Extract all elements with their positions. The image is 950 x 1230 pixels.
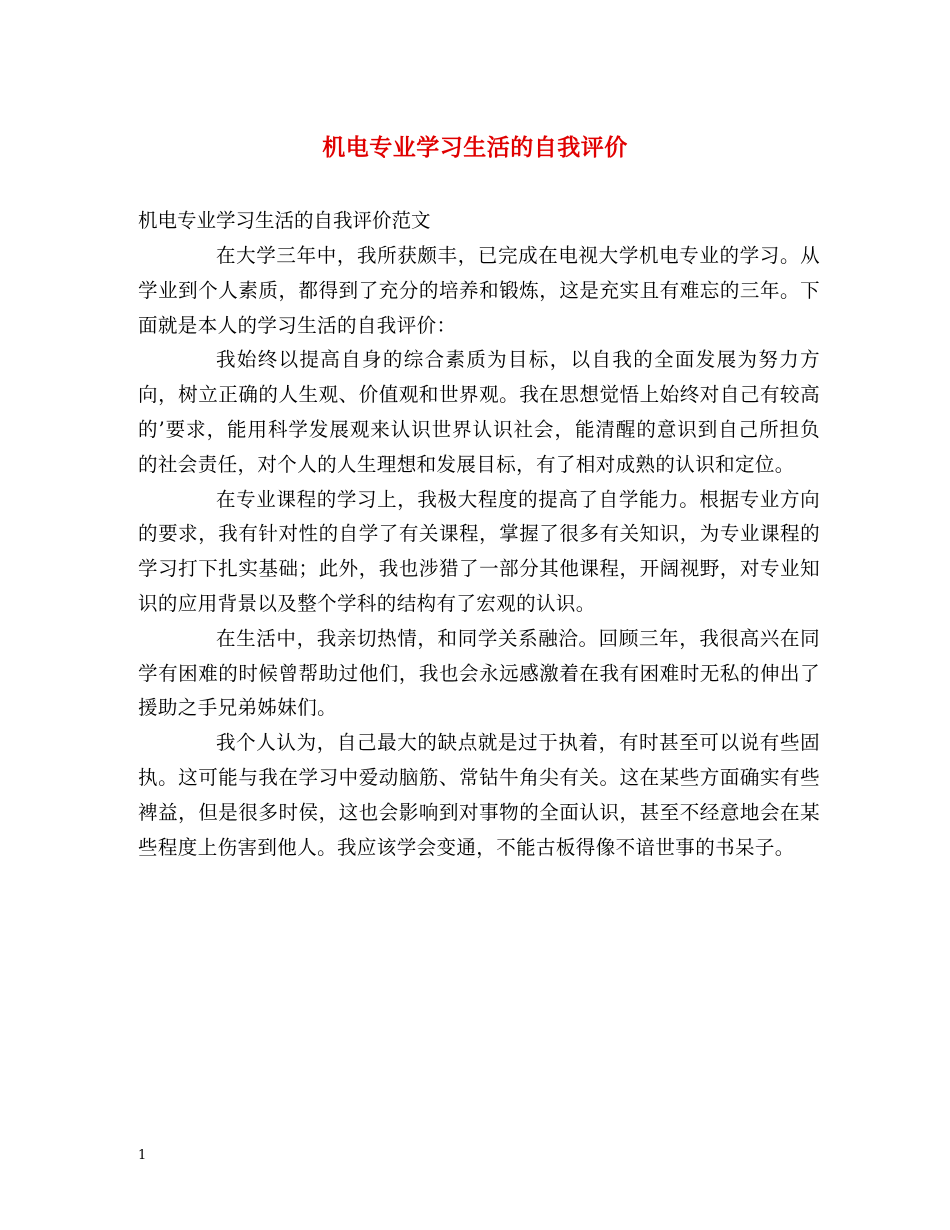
paragraph-2: 我始终以提高自身的综合素质为目标，以自我的全面发展为努力方向，树立正确的人生观、价值观和世界观。我在思想觉悟上始终对自己有较高的’要求，能用科学发展观来认识世界认识社会，能清醒的意识到自己所担负的社会责任，对个人的人生理想和发展目标，有了相对成熟的认识和定位。	[138, 348, 820, 476]
page-number: 1	[138, 1148, 147, 1163]
document-body	[138, 203, 820, 865]
paragraph-5: 我个人认为，自己最大的缺点就是过于执着，有时甚至可以说有些固执。这可能与我在学习中爱动脑筋、常钻牛角尖有关。这在某些方面确实有些裨益，但是很多时侯，这也会影响到对事物的全面认识，甚至不经意地会在某些程度上伤害到他人。我应该学会变通，不能古板得像不谙世事的书呆子。	[138, 731, 820, 859]
paragraph-3: 在专业课程的学习上，我极大程度的提高了自学能力。根据专业方向的要求，我有针对性的自学了有关课程，掌握了很多有关知识，为专业课程的学习打下扎实基础；此外，我也涉猎了一部分其他课程，开阔视野，对专业知识的应用背景以及整个学科的结构有了宏观的认识。	[138, 487, 820, 615]
paragraph-4: 在生活中，我亲切热情，和同学关系融洽。回顾三年，我很高兴在同学有困难的时候曾帮助过他们，我也会永远感激着在我有困难时无私的伸出了援助之手兄弟姊妹们。	[138, 626, 820, 720]
document-subtitle: 机电专业学习生活的自我评价范文	[138, 209, 431, 232]
document-title: 机电专业学习生活的自我评价	[322, 134, 628, 161]
paragraph-1: 在大学三年中，我所获颇丰，已完成在电视大学机电专业的学习。从学业到个人素质，都得到了充分的培养和锻炼，这是充实且有难忘的三年。下面就是本人的学习生活的自我评价：	[138, 244, 820, 337]
